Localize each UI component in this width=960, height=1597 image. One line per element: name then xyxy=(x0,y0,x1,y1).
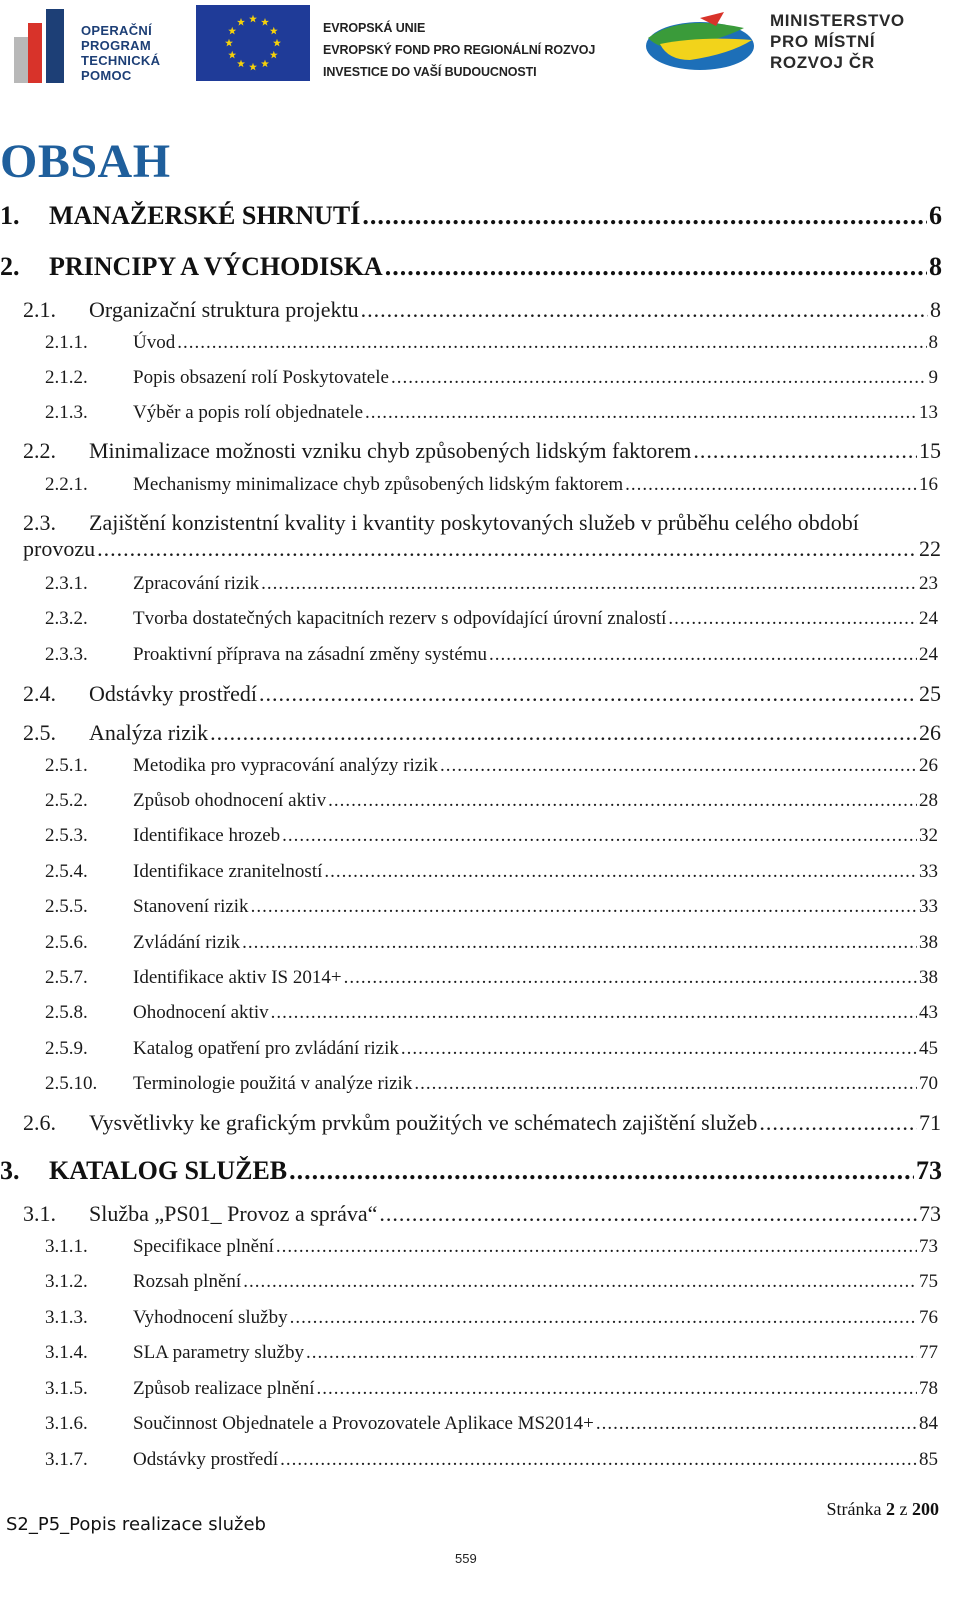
toc-entry[interactable]: 2.1.2. Popis obsazení rolí Poskytovatele ..... 9 xyxy=(45,367,938,389)
toc-entry[interactable]: 3. KATALOG SLUŽEB ..... 73 xyxy=(0,1156,942,1186)
toc-entry[interactable]: 2. PRINCIPY A VÝCHODISKA ..... 8 xyxy=(0,252,942,282)
toc-entry[interactable]: 2.5.1. Metodika pro vypracování analýzy rizik ..... 26 xyxy=(45,755,938,777)
toc-entry[interactable]: 3.1.2. Rozsah plnění ..... 75 xyxy=(45,1271,938,1293)
mmr-logo-text: MINISTERSTVO PRO MÍSTNÍ ROZVOJ ČR xyxy=(770,11,905,72)
toc-entry[interactable]: 2.4. Odstávky prostředí ..... 25 xyxy=(23,681,941,707)
op-tp-logo xyxy=(14,5,184,83)
toc-entry[interactable]: 2.1.3. Výběr a popis rolí objednatele ..... 13 xyxy=(45,402,938,424)
toc-entry[interactable]: 3.1.7. Odstávky prostředí ..... 85 xyxy=(45,1449,938,1471)
op-logo-text: OPERAČNÍ PROGRAM TECHNICKÁ POMOC xyxy=(81,23,161,83)
toc-entry[interactable]: 3.1.4. SLA parametry služby ..... 77 xyxy=(45,1342,938,1364)
toc-entry[interactable]: 3.1.5. Způsob realizace plnění ..... 78 xyxy=(45,1378,938,1400)
footer-page-number: Stránka 2 z 200 xyxy=(826,1499,939,1519)
toc-entry[interactable]: 2.5.10. Terminologie použitá v analýze rizik ..... 70 xyxy=(45,1073,938,1095)
toc-entry[interactable]: 3.1. Služba „PS01_ Provoz a správa“ ..... 73 xyxy=(23,1201,941,1227)
header-logos xyxy=(0,0,960,95)
toc-entry[interactable]: 2.6. Vysvětlivky ke grafickým prvkům použitých ve schématech zajištění služeb ..... 71 xyxy=(23,1110,941,1136)
toc-entry[interactable]: 2.5.5. Stanovení rizik ..... 33 xyxy=(45,896,938,918)
page-title: OBSAH xyxy=(0,135,171,188)
toc-entry-wrapped[interactable]: 2.3. Zajištění konzistentní kvality i kvantity poskytovaných služeb v průběhu celého období provozu ..... 22 xyxy=(23,510,941,562)
toc-entry[interactable]: 2.5.3. Identifikace hrozeb ..... 32 xyxy=(45,825,938,847)
toc-entry[interactable]: 2.5.7. Identifikace aktiv IS 2014+ ..... 38 xyxy=(45,967,938,989)
toc-entry[interactable]: 3.1.6. Součinnost Objednatele a Provozovatele Aplikace MS2014+ ..... 84 xyxy=(45,1413,938,1435)
eu-flag-icon xyxy=(196,5,310,81)
op-bars-icon xyxy=(14,21,72,83)
toc-entry[interactable]: 2.5.6. Zvládání rizik ..... 38 xyxy=(45,932,938,954)
eu-logo-text: EVROPSKÁ UNIE EVROPSKÝ FOND PRO REGIONÁLNÍ ROZVOJ INVESTICE DO VAŠÍ BUDOUCNOSTI xyxy=(323,21,596,79)
toc-entry[interactable]: 2.5.8. Ohodnocení aktiv ..... 43 xyxy=(45,1002,938,1024)
toc-entry[interactable]: 2.1.1. Úvod ..... 8 xyxy=(45,332,938,354)
toc-entry[interactable]: 2.2. Minimalizace možnosti vzniku chyb způsobených lidským faktorem ..... 15 xyxy=(23,438,941,464)
footer-doc-name: S2_P5_Popis realizace služeb xyxy=(6,1514,266,1535)
toc-entry[interactable]: 3.1.1. Specifikace plnění ..... 73 xyxy=(45,1236,938,1258)
toc-entry[interactable]: 2.3.2. Tvorba dostatečných kapacitních rezerv s odpovídající úrovní znalostí ..... 24 xyxy=(45,608,938,630)
toc-entry[interactable]: 2.1. Organizační struktura projektu ..... 8 xyxy=(23,297,941,323)
toc-entry[interactable]: 2.5.4. Identifikace zranitelností ..... 33 xyxy=(45,861,938,883)
toc-entry[interactable]: 2.3.1. Zpracování rizik ..... 23 xyxy=(45,573,938,595)
toc-entry[interactable]: 3.1.3. Vyhodnocení služby ..... 76 xyxy=(45,1307,938,1329)
toc-entry[interactable]: 2.5.2. Způsob ohodnocení aktiv ..... 28 xyxy=(45,790,938,812)
toc-entry[interactable]: 2.3.3. Proaktivní příprava na zásadní změny systému ..... 24 xyxy=(45,644,938,666)
toc-entry[interactable]: 2.5.9. Katalog opatření pro zvládání rizik ..... 45 xyxy=(45,1038,938,1060)
mmr-emblem-icon xyxy=(640,8,762,74)
toc-entry[interactable]: 2.2.1. Mechanismy minimalizace chyb způsobených lidským faktorem ..... 16 xyxy=(45,474,938,496)
toc-entry[interactable]: 2.5. Analýza rizik ..... 26 xyxy=(23,720,941,746)
toc-entry[interactable]: 1. MANAŽERSKÉ SHRNUTÍ ..... 6 xyxy=(0,201,942,231)
page-mark: 559 xyxy=(455,1551,477,1566)
